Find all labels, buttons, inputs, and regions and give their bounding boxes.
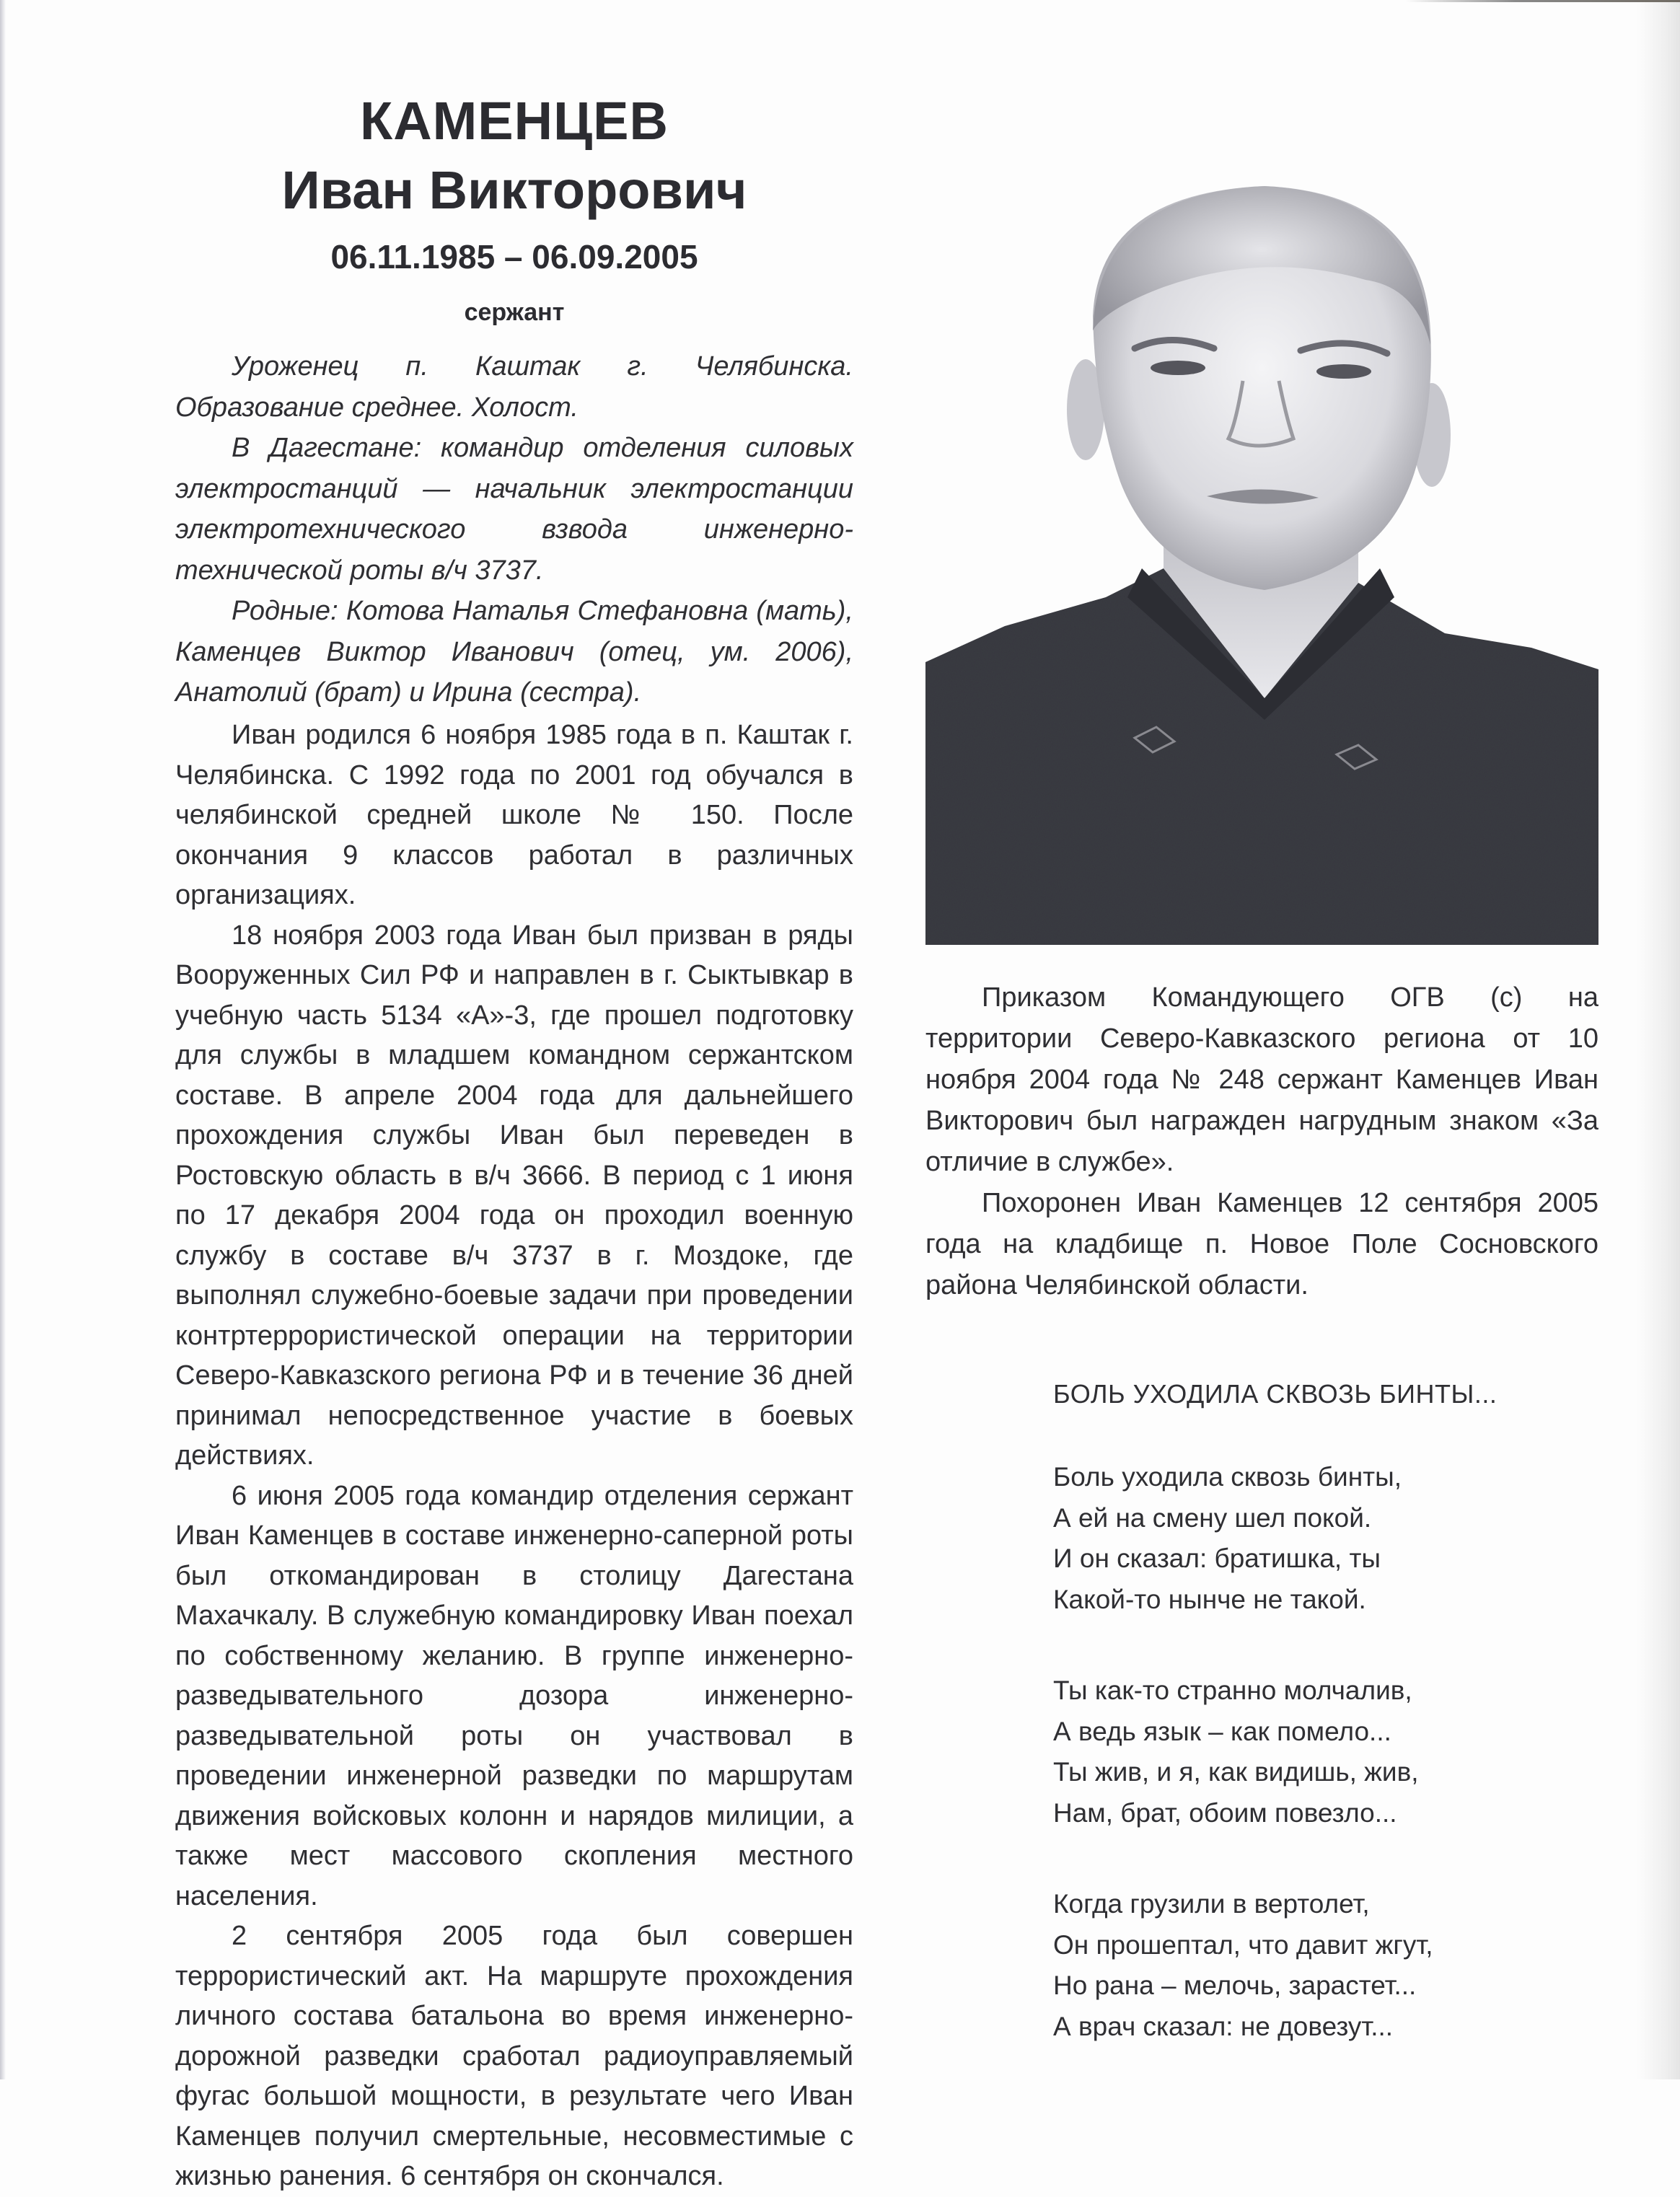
poem-line: Ты как-то странно молчалив, [1053, 1676, 1412, 1705]
portrait-image [925, 164, 1598, 945]
biography-text [175, 716, 853, 2197]
bio-paragraph: 6 июня 2005 года командир отделения сержант Иван Каменцев в составе инженерно-саперной роты был откомандирован в столицу Дагестана Махачкалу. В служебную командировку Иван поехал по собственному желанию. В группе инженерно-разведывательного дозора инженерно-разведывательной роты он участвовал в проведении инженерной разведки по маршрутам движения войсковых колонн и нарядов милиции, а также мест массового скопления местного населения. [175, 1480, 853, 1911]
life-dates: 06.11.1985 – 06.09.2005 [330, 238, 698, 276]
poem-line: Когда грузили в вертолет, [1053, 1889, 1370, 1919]
award-and-burial-text [925, 977, 1598, 1306]
bio-paragraph: Иван родился 6 ноября 1985 года в п. Каштак г. Челябинска. С 1992 года по 2001 год обучался в челябинской средней школе № 150. После окончания 9 классов работал в различных организациях. [175, 720, 853, 910]
poem-stanza [1053, 1670, 1601, 1833]
bio-summary [175, 346, 853, 713]
poem-line: Нам, брат, обоим повезло... [1053, 1797, 1397, 1828]
award-paragraph: Приказом Командующего ОГВ (с) на территории Северо-Кавказского региона от 10 ноября 2004 года № 248 сержант Каменцев Иван Викторович был награжден нагрудным знаком «За отличие в службе». [925, 982, 1598, 1177]
bio-paragraph: 18 ноября 2003 года Иван был призван в ряды Вооруженных Сил РФ и направлен в г. Сыктывкар в учебную часть 5134 «А»-3, где прошел подготовку для службы в младшем командном сержантском составе. В апреле 2004 года для дальнейшего прохождения службы Иван был переведен в Ростовскую область в в/ч 3666. В период с 1 июня по 17 декабря 2004 года он проходил военную службу в составе в/ч 3737 в г. Моздоке, где выполнял служебно-боевые задачи при проведении контртеррористической операции на территории Северо-Кавказского региона РФ и в течение 36 дней принимал непосредственное участие в боевых действиях. [175, 920, 853, 1471]
poem-title: БОЛЬ УХОДИЛА СКВОЗЬ БИНТЫ... [1053, 1379, 1498, 1409]
given-names-heading: Иван Викторович [281, 160, 747, 220]
military-rank: сержант [464, 299, 565, 326]
poem-line: Он прошептал, что давит жгут, [1053, 1929, 1433, 1960]
poem-line: Ты жив, и я, как видишь, жив, [1053, 1757, 1419, 1787]
page-top-edge [1406, 0, 1680, 2]
surname-heading: КАМЕНЦЕВ [360, 91, 669, 151]
burial-paragraph: Похоронен Иван Каменцев 12 сентября 2005 года на кладбище п. Новое Поле Сосновского района Челябинской области. [925, 1188, 1598, 1300]
portrait-photo [925, 164, 1598, 945]
page-gutter-shadow [1637, 0, 1680, 2079]
poem-stanza [1053, 1884, 1601, 2047]
page-left-edge [0, 0, 6, 2079]
bio-paragraph: 2 сентября 2005 года был совершен террористический акт. На маршруте прохождения личного состава батальона во время инженерно-дорожной разведки сработал радиоуправляемый фугас большой мощности, в результате чего Иван Каменцев получил смертельные, несовместимые с жизнью ранения. 6 сентября он скончался. [175, 1921, 853, 2191]
poem-line: Боль уходила сквозь бинты, [1053, 1462, 1402, 1492]
poem [1053, 1376, 1601, 2097]
bio-origin: Уроженец п. Каштак г. Челябинска. Образование среднее. Холост. [175, 351, 853, 423]
poem-line: А врач сказал: не довезут... [1053, 2011, 1394, 2041]
poem-line: Но рана – мелочь, зарастет... [1053, 1971, 1417, 2000]
poem-line: И он сказал: братишка, ты [1053, 1544, 1381, 1573]
poem-line: Какой-то нынче не такой. [1053, 1584, 1366, 1614]
poem-line: А ей на смену шел покой. [1053, 1502, 1372, 1533]
memorial-header [175, 87, 853, 330]
poem-line: А ведь язык – как помело... [1053, 1716, 1391, 1746]
bio-position: В Дагестане: командир отделения силовых электростанций — начальник электростанции электротехнического взвода инженерно-технической роты в/ч 3737. [175, 433, 853, 586]
bio-relatives: Родные: Котова Наталья Стефановна (мать), Каменцев Виктор Иванович (отец, ум. 2006), Анатолий (брат) и Ирина (сестра). [175, 596, 853, 708]
poem-stanza [1053, 1457, 1601, 1620]
